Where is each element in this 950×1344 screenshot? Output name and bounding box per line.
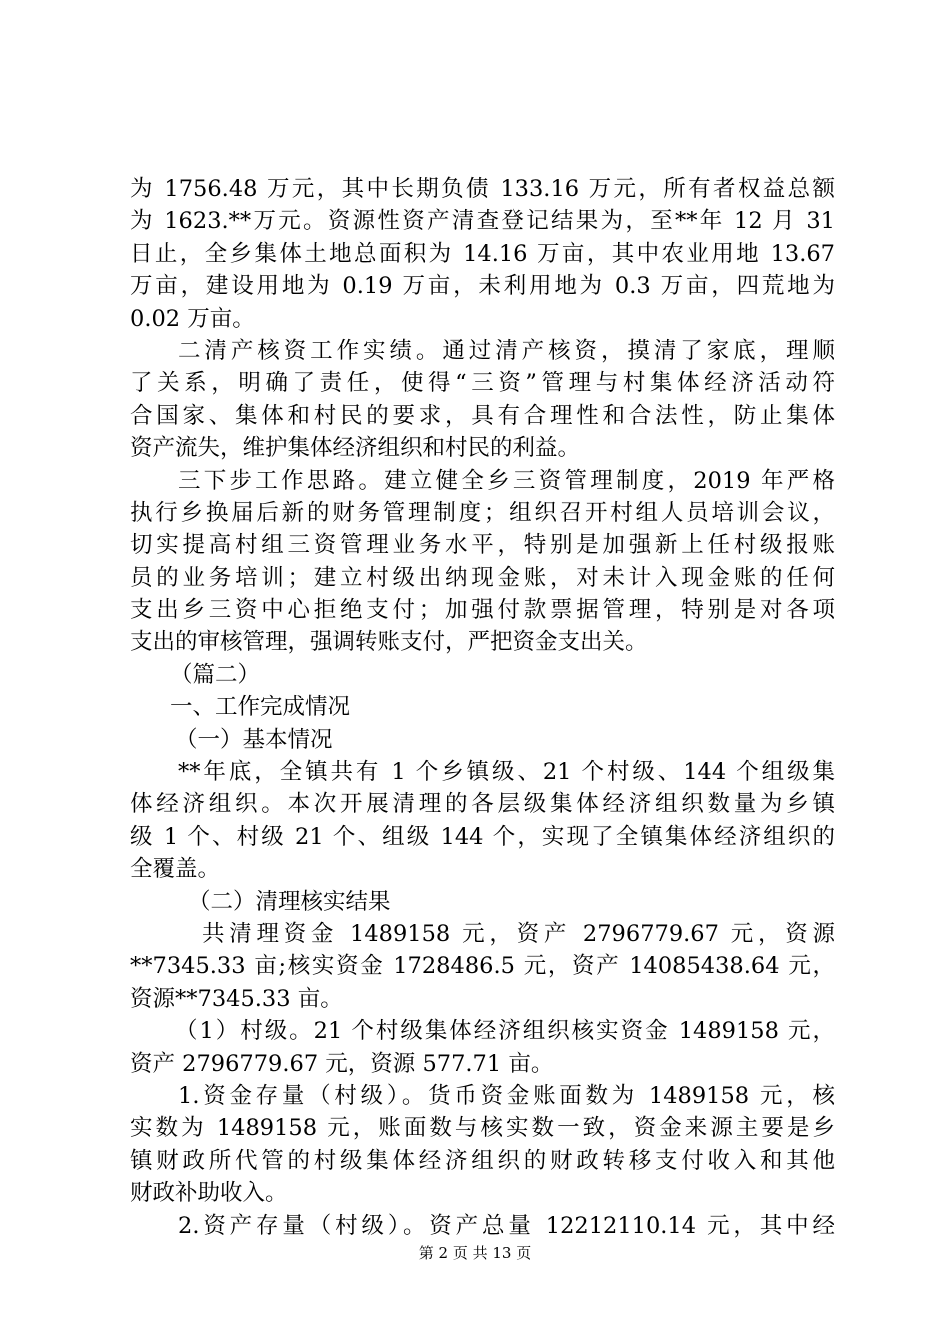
text-line: 执行乡换届后新的财务管理制度；组织召开村组人员培训会议，	[130, 499, 835, 526]
text-line: 全覆盖。	[130, 856, 221, 883]
text-line: 三下步工作思路。建立健全乡三资管理制度，2019 年严格	[178, 467, 835, 494]
text-line: 二清产核资工作实绩。通过清产核资，摸清了家底，理顺	[178, 337, 835, 364]
text-line: 资源**7345.33 亩。	[130, 985, 343, 1012]
text-line: 1.资金存量（村级）。货币资金账面数为 1489158 元，核	[178, 1082, 835, 1109]
text-line: 支出乡三资中心拒绝支付；加强付款票据管理，特别是对各项	[130, 597, 835, 624]
text-line: 切实提高村组三资管理业务水平，特别是加强新上任村级报账	[130, 532, 835, 559]
text-line: 2.资产存量（村级）。资产总量 12212110.14 元，其中经	[178, 1212, 835, 1239]
section-heading: （篇二）	[170, 661, 261, 688]
text-line: 0.02 万亩。	[130, 305, 255, 332]
page-footer: 第 2 页 共 13 页	[418, 1244, 532, 1262]
text-line: 资产流失，维护集体经济组织和村民的利益。	[130, 435, 581, 462]
text-line: 财政补助收入。	[130, 1180, 288, 1207]
text-line: 实数为 1489158 元，账面数与核实数一致，资金来源主要是乡	[130, 1115, 835, 1142]
text-line: 体经济组织。本次开展清理的各层级集体经济组织数量为乡镇	[130, 791, 835, 818]
document-body	[130, 173, 835, 1242]
text-line: 镇财政所代管的村级集体经济组织的财政转移支付收入和其他	[130, 1147, 835, 1174]
text-line: 员的业务培训；建立村级出纳现金账，对未计入现金账的任何	[130, 564, 835, 591]
text-line: **年底，全镇共有 1 个乡镇级、21 个村级、144 个组级集	[178, 759, 835, 786]
text-line: 日止，全乡集体土地总面积为 14.16 万亩，其中农业用地 13.67	[130, 240, 835, 267]
text-line: 合国家、集体和村民的要求，具有合理性和合法性，防止集体	[130, 402, 835, 429]
text-line: （1）村级。21 个村级集体经济组织核实资金 1489158 元，	[175, 1018, 835, 1045]
text-line: 支出的审核管理，强调转账支付，严把资金支出关。	[130, 629, 648, 656]
text-line: 万亩，建设用地为 0.19 万亩，未利用地为 0.3 万亩，四荒地为	[130, 273, 835, 300]
text-line: 为 1623.**万元。资源性资产清查登记结果为，至**年 12 月 31	[130, 208, 835, 235]
subsection-heading: （一）基本情况	[175, 726, 333, 753]
text-line: 共清理资金 1489158 元，资产 2796779.67 元，资源	[202, 920, 835, 947]
text-line: 级 1 个、村级 21 个、组级 144 个，实现了全镇集体经济组织的	[130, 823, 835, 850]
text-line: 资产 2796779.67 元，资源 577.71 亩。	[130, 1050, 554, 1077]
section-heading: 一、工作完成情况	[170, 694, 351, 721]
text-line: **7345.33 亩;核实资金 1728486.5 元，资产 14085438.64 元，	[130, 953, 835, 980]
text-line: 了关系，明确了责任，使得“三资”管理与村集体经济活动符	[130, 370, 835, 397]
subsection-heading: （二）清理核实结果	[188, 888, 391, 915]
text-line: 为 1756.48 万元，其中长期负债 133.16 万元，所有者权益总额	[130, 176, 835, 202]
